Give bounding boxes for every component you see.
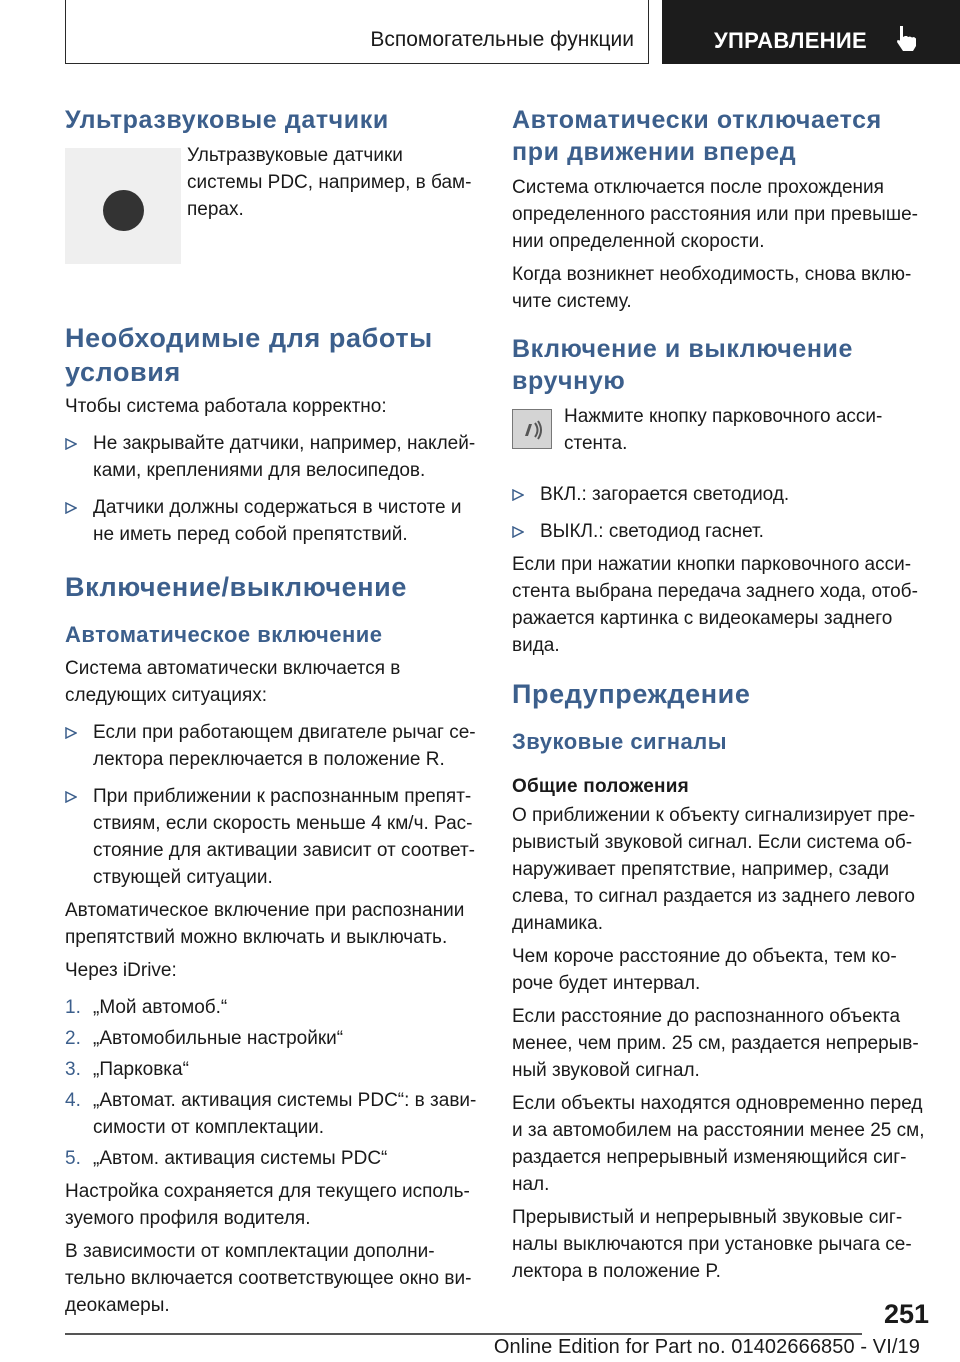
header-section-title: Вспомогательные функции [370,28,634,51]
left-column [65,104,477,1319]
triangle-right-icon [65,727,77,739]
header-chapter-tab [662,0,960,64]
auto-off-text-2: Когда возникнет необходимость, снова включите систему. [512,264,912,312]
triangle-right-icon [65,502,77,514]
heading-warning: Предупреждение [512,679,751,709]
general-text-5: Прерывистый и непрерывный звуковые сигналы выключаются при установке рычага селектора в положение P. [512,1207,912,1282]
heading-general: Общие положения [512,776,689,797]
reverse-note: Если при нажатии кнопки парковочного ассистента выбрана передача заднего хода, отображается картинка с видеокамеры заднего вида. [512,554,918,656]
heading-ultrasonic-sensors: Ультразвуковые датчики [65,106,389,134]
camera-note: В зависимости от комплектации дополнительно включается соответствующее окно видеокамеры. [65,1241,472,1316]
triangle-right-icon [512,489,524,501]
list-item: ВКЛ.: загорается светодиод. [512,481,926,508]
header-section-box [65,0,649,64]
list-item: Датчики должны содержаться в чистоте и не иметь перед собой препятствий. [65,494,477,548]
auto-off-text-1: Система отключается после прохождения определенного расстояния или при превышении определенной скорости. [512,177,918,252]
general-text-3: Если расстояние до распознанного объекта менее, чем прим. 25 см, раздается непрерывный звуковой сигнал. [512,1006,919,1081]
park-assist-button-icon [512,409,552,449]
header-chapter-title: УПРАВЛЕНИЕ [714,28,867,53]
manual-text: Нажмите кнопку парковочного ассистента. [564,406,883,454]
footer-edition: Online Edition for Part no. 01402666850 - VI/19 [493,1336,920,1358]
footer-divider [65,1333,862,1335]
right-column [512,104,926,1285]
list-item: 5. „Автом. активация системы PDC“ [65,1148,388,1169]
hand-pointer-icon [894,24,922,52]
heading-manual: Включение и выключение вручную [512,335,854,395]
heading-conditions: Необходимые для работы условия [65,323,433,387]
triangle-right-icon [65,438,77,450]
park-assist-symbol-icon [513,410,553,450]
list-item: 2. „Автомобильные настройки“ [65,1028,344,1049]
general-text-4: Если объекты находятся одновременно перед и за автомобилем на расстоянии менее 25 см, раздается непрерывный изменяющийся сигнал. [512,1093,925,1195]
list-item: 3. „Парковка“ [65,1059,189,1080]
auto-intro: Система автоматически включается в следующих ситуациях: [65,658,401,706]
sensors-text: Ультразвуковые датчики системы PDC, например, в бамперах. [187,145,472,220]
sensor-image [65,148,181,264]
list-item: Не закрывайте датчики, например, наклейками, креплениями для велосипедов. [65,430,477,484]
heading-auto-off: Автоматически отключается при движении вперед [512,106,882,166]
auto-note: Автоматическое включение при распознании препятствий можно включать и выключать. [65,900,465,948]
heading-on-off: Включение/выключение [65,572,407,602]
triangle-right-icon [512,526,524,538]
heading-auto-on: Автоматическое включение [65,622,383,647]
heading-sound-signals: Звуковые сигналы [512,729,728,754]
list-item: Если при работающем двигателе рычаг селектора переключается в положение R. [65,719,477,773]
ultrasonic-sensor-icon [103,190,144,231]
profile-note: Настройка сохраняется для текущего используемого профиля водителя. [65,1181,470,1229]
list-item: ВЫКЛ.: светодиод гаснет. [512,518,926,545]
via-idrive: Через iDrive: [65,960,177,981]
list-item: При приближении к распознанным препятствиям, если скорость меньше 4 км/ч. Расстояние для активации зависит от соответствующей ситуации. [65,783,477,891]
conditions-intro: Чтобы система работала корректно: [65,396,387,417]
page-number: 251 [884,1299,930,1329]
triangle-right-icon [65,791,77,803]
list-item: 4. „Автомат. активация системы PDC“: в зависимости от комплектации. [65,1090,477,1138]
general-text-1: О приближении к объекту сигнализирует прерывистый звуковой сигнал. Если система обнаруживает препятствие, например, сзади слева, то сигнал раздается из заднего левого динамика. [512,805,916,934]
general-text-2: Чем короче расстояние до объекта, тем короче будет интервал. [512,946,897,994]
list-item: 1. „Мой автомоб.“ [65,997,228,1018]
